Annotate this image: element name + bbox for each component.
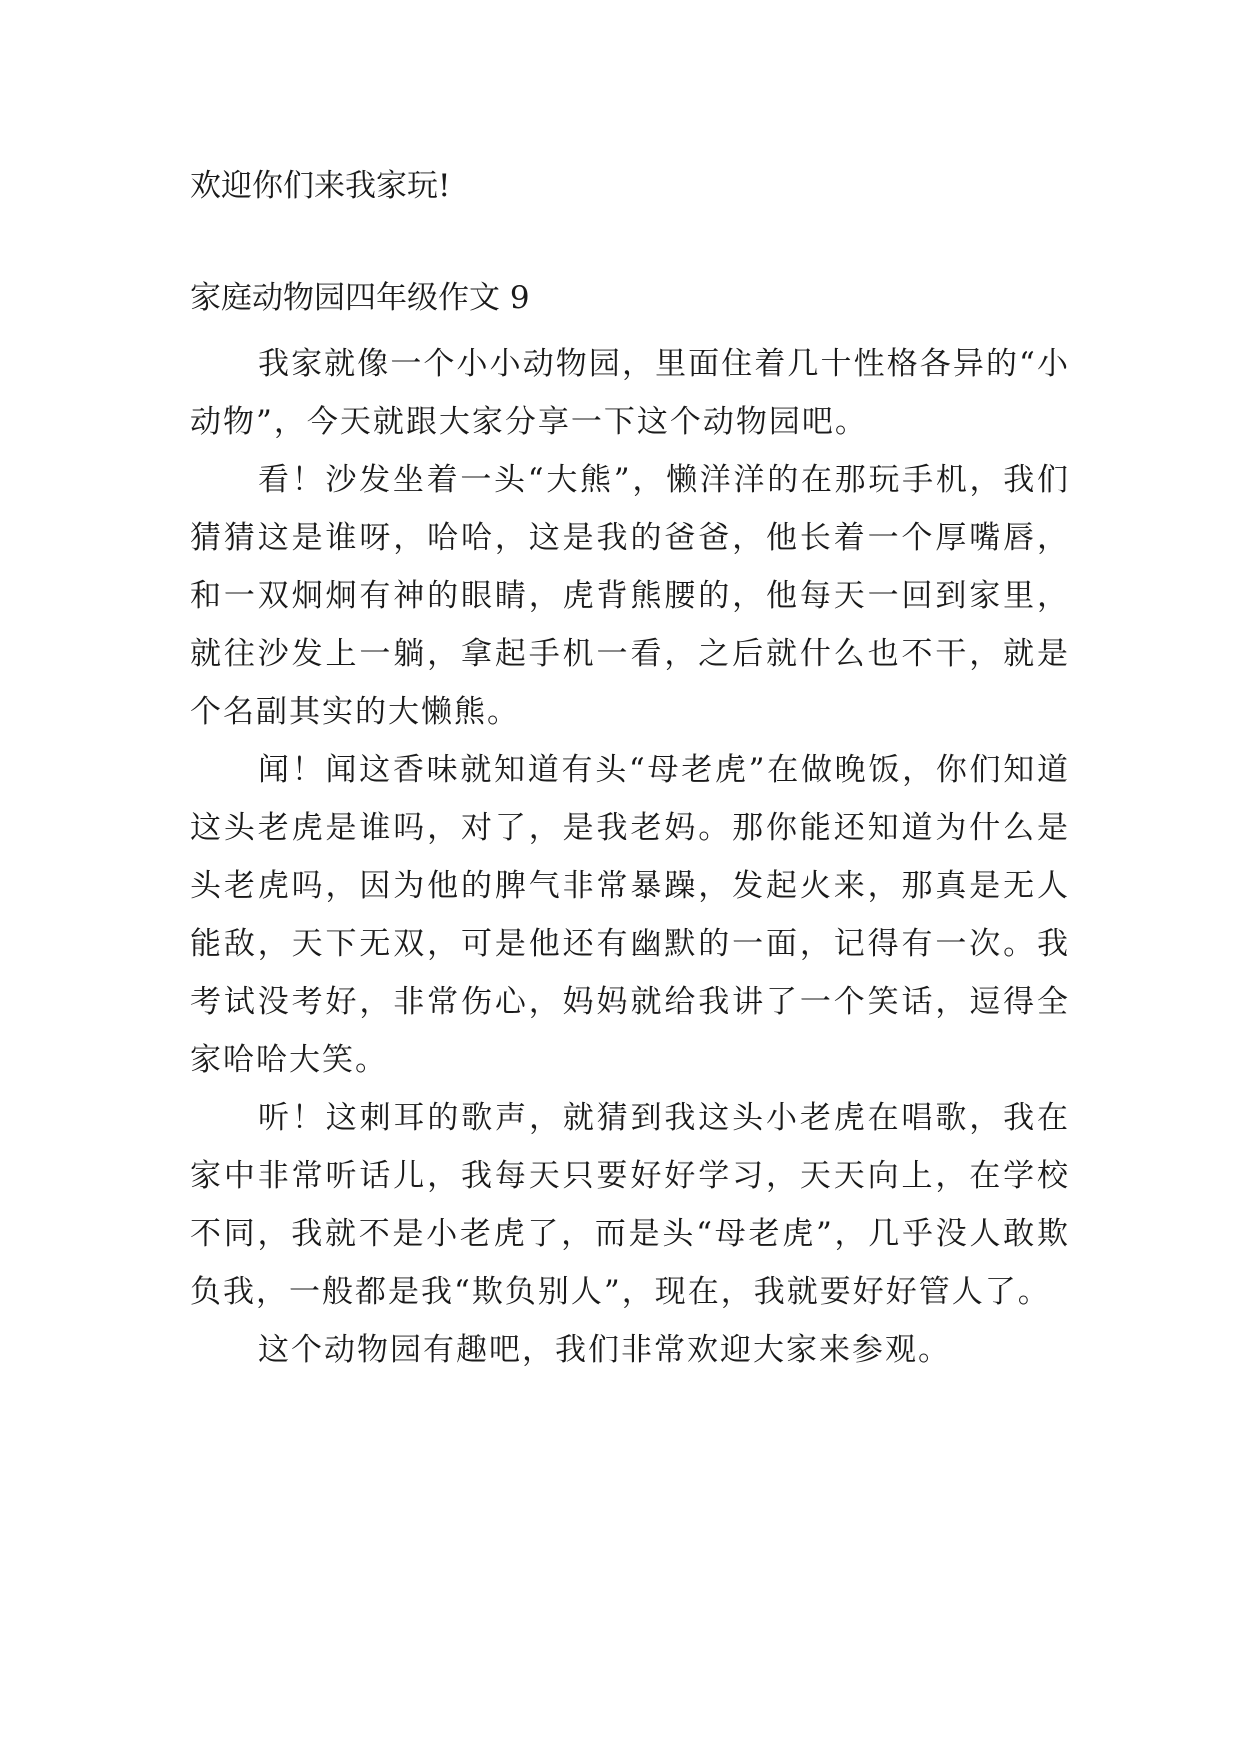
paragraph: 闻！闻这香味就知道有头“母老虎”在做晚饭，你们知道这头老虎是谁吗，对了，是我老妈。那你能还知道为什么是头老虎吗，因为他的脾气非常暴躁，发起火来，那真是无人能敌，天下无双，可是他还有幽默的一面，记得有一次。我考试没考好，非常伤心，妈妈就给我讲了一个笑话，逗得全家哈哈大笑。 <box>190 752 1070 1078</box>
paragraph: 这个动物园有趣吧，我们非常欢迎大家来参观。 <box>258 1332 951 1368</box>
essay-body <box>190 335 1070 1379</box>
essay-title: 家庭动物园四年级作文 9 <box>190 280 530 316</box>
paragraph: 我家就像一个小小动物园，里面住着几十性格各异的“小动物”，今天就跟大家分享一下这个动物园吧。 <box>190 346 1070 440</box>
closing-line: 欢迎你们来我家玩! <box>190 168 451 204</box>
paragraph: 看！沙发坐着一头“大熊”，懒洋洋的在那玩手机，我们猜猜这是谁呀，哈哈，这是我的爸爸，他长着一个厚嘴唇，和一双炯炯有神的眼睛，虎背熊腰的，他每天一回到家里，就往沙发上一躺，拿起手机一看，之后就什么也不干，就是个名副其实的大懒熊。 <box>190 462 1070 730</box>
paragraph: 听！这刺耳的歌声，就猜到我这头小老虎在唱歌，我在家中非常听话儿，我每天只要好好学习，天天向上，在学校不同，我就不是小老虎了，而是头“母老虎”，几乎没人敢欺负我，一般都是我“欺负别人”，现在，我就要好好管人了。 <box>190 1100 1070 1310</box>
